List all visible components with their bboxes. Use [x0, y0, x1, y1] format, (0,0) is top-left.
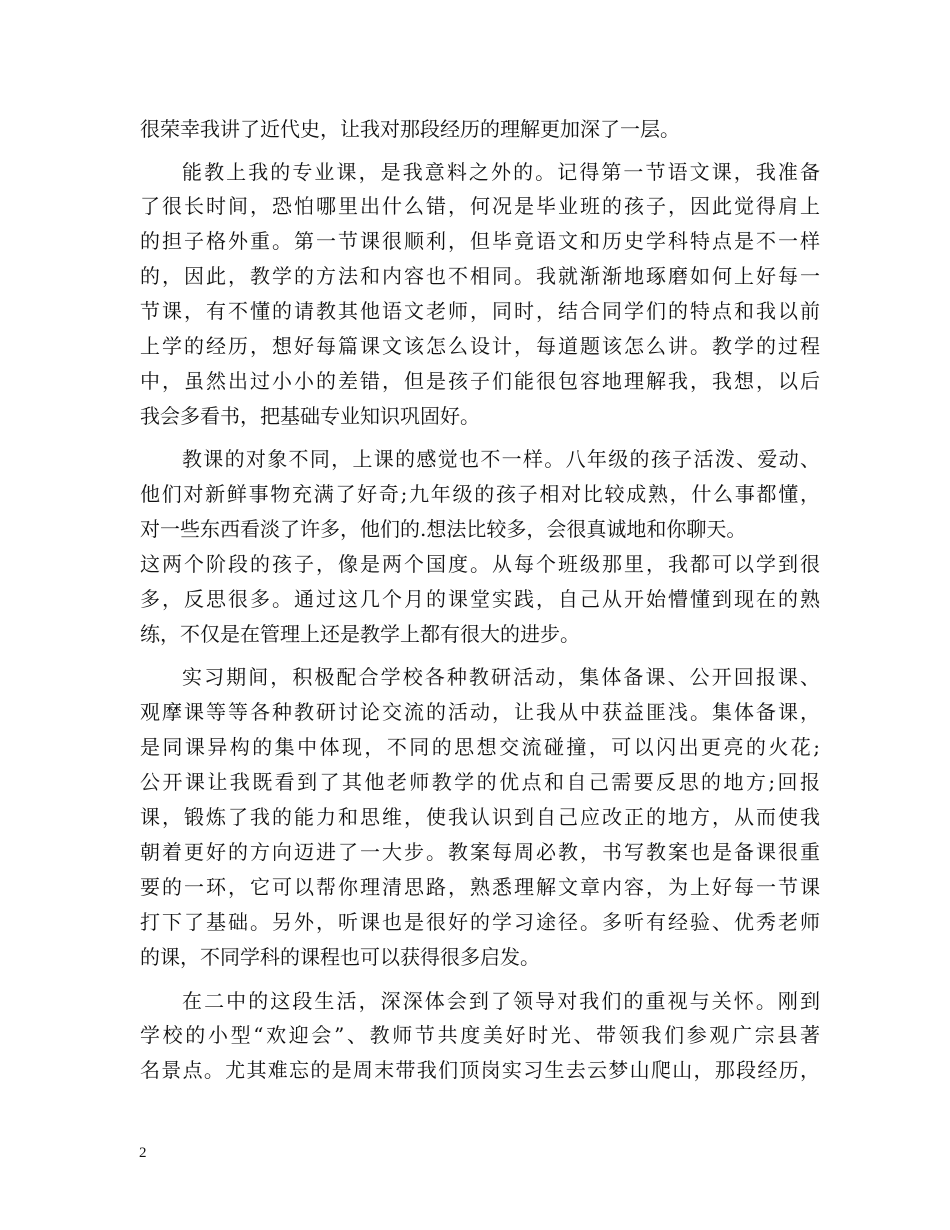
- text-line: 是同课异构的集中体现，不同的思想交流碰撞，可以闪出更亮的火花;: [140, 735, 820, 759]
- text-line: 的，因此，教学的方法和内容也不相同。我就渐渐地琢磨如何上好每一: [140, 264, 820, 288]
- text-line: 上学的经历，想好每篇课文该怎么设计，每道题该怎么讲。教学的过程: [140, 334, 820, 358]
- text-line: 的担子格外重。第一节课很顺利，但毕竟语文和历史学科特点是不一样: [140, 229, 820, 253]
- text-line: 这两个阶段的孩子，像是两个国度。从每个班级那里，我都可以学到很: [140, 552, 820, 576]
- text-line: 多，反思很多。通过这几个月的课堂实践，自己从开始懵懂到现在的熟: [140, 587, 820, 611]
- text-line: 的课，不同学科的课程也可以获得很多启发。: [140, 945, 540, 969]
- text-line: 观摩课等等各种教研讨论交流的活动，让我从中获益匪浅。集体备课，: [140, 700, 820, 724]
- text-line: 节课，有不懂的请教其他语文老师，同时，结合同学们的特点和我以前: [140, 299, 820, 323]
- paragraph-start-line: 实习期间，积极配合学校各种教研活动，集体备课、公开回报课、: [182, 665, 820, 689]
- text-line: 课，锻炼了我的能力和思维，使我认识到自己应改正的地方，从而使我: [140, 805, 820, 829]
- text-line: 练，不仅是在管理上还是教学上都有很大的进步。: [140, 622, 580, 646]
- page-number: 2: [139, 1145, 147, 1161]
- text-line: 名景点。尤其难忘的是周末带我们顶岗实习生去云梦山爬山，那段经历，: [140, 1058, 820, 1082]
- paragraph-start-line: 能教上我的专业课，是我意料之外的。记得第一节语文课，我准备: [182, 160, 820, 184]
- text-line: 对一些东西看淡了许多，他们的.想法比较多，会很真诚地和你聊天。: [140, 517, 747, 541]
- text-line: 学校的小型“欢迎会”、教师节共度美好时光、带领我们参观广宗县著: [140, 1023, 820, 1047]
- text-line: 朝着更好的方向迈进了一大步。教案每周必教，书写教案也是备课很重: [140, 840, 820, 864]
- text-line: 要的一环，它可以帮你理清思路，熟悉理解文章内容，为上好每一节课: [140, 875, 820, 899]
- text-line: 很荣幸我讲了近代史，让我对那段经历的理解更加深了一层。: [140, 117, 680, 141]
- text-line: 他们对新鲜事物充满了好奇;九年级的孩子相对比较成熟，什么事都懂，: [140, 482, 820, 506]
- text-line: 我会多看书，把基础专业知识巩固好。: [140, 404, 480, 428]
- text-line: 打下了基础。另外，听课也是很好的学习途径。多听有经验、优秀老师: [140, 910, 820, 934]
- text-line: 公开课让我既看到了其他老师教学的优点和自己需要反思的地方;回报: [140, 770, 820, 794]
- paragraph-start-line: 在二中的这段生活，深深体会到了领导对我们的重视与关怀。刚到: [182, 989, 820, 1013]
- text-line: 中，虽然出过小小的差错，但是孩子们能很包容地理解我，我想，以后: [140, 369, 820, 393]
- paragraph-start-line: 教课的对象不同，上课的感觉也不一样。八年级的孩子活泼、爱动、: [182, 447, 820, 471]
- text-line: 了很长时间，恐怕哪里出什么错，何况是毕业班的孩子，因此觉得肩上: [140, 194, 820, 218]
